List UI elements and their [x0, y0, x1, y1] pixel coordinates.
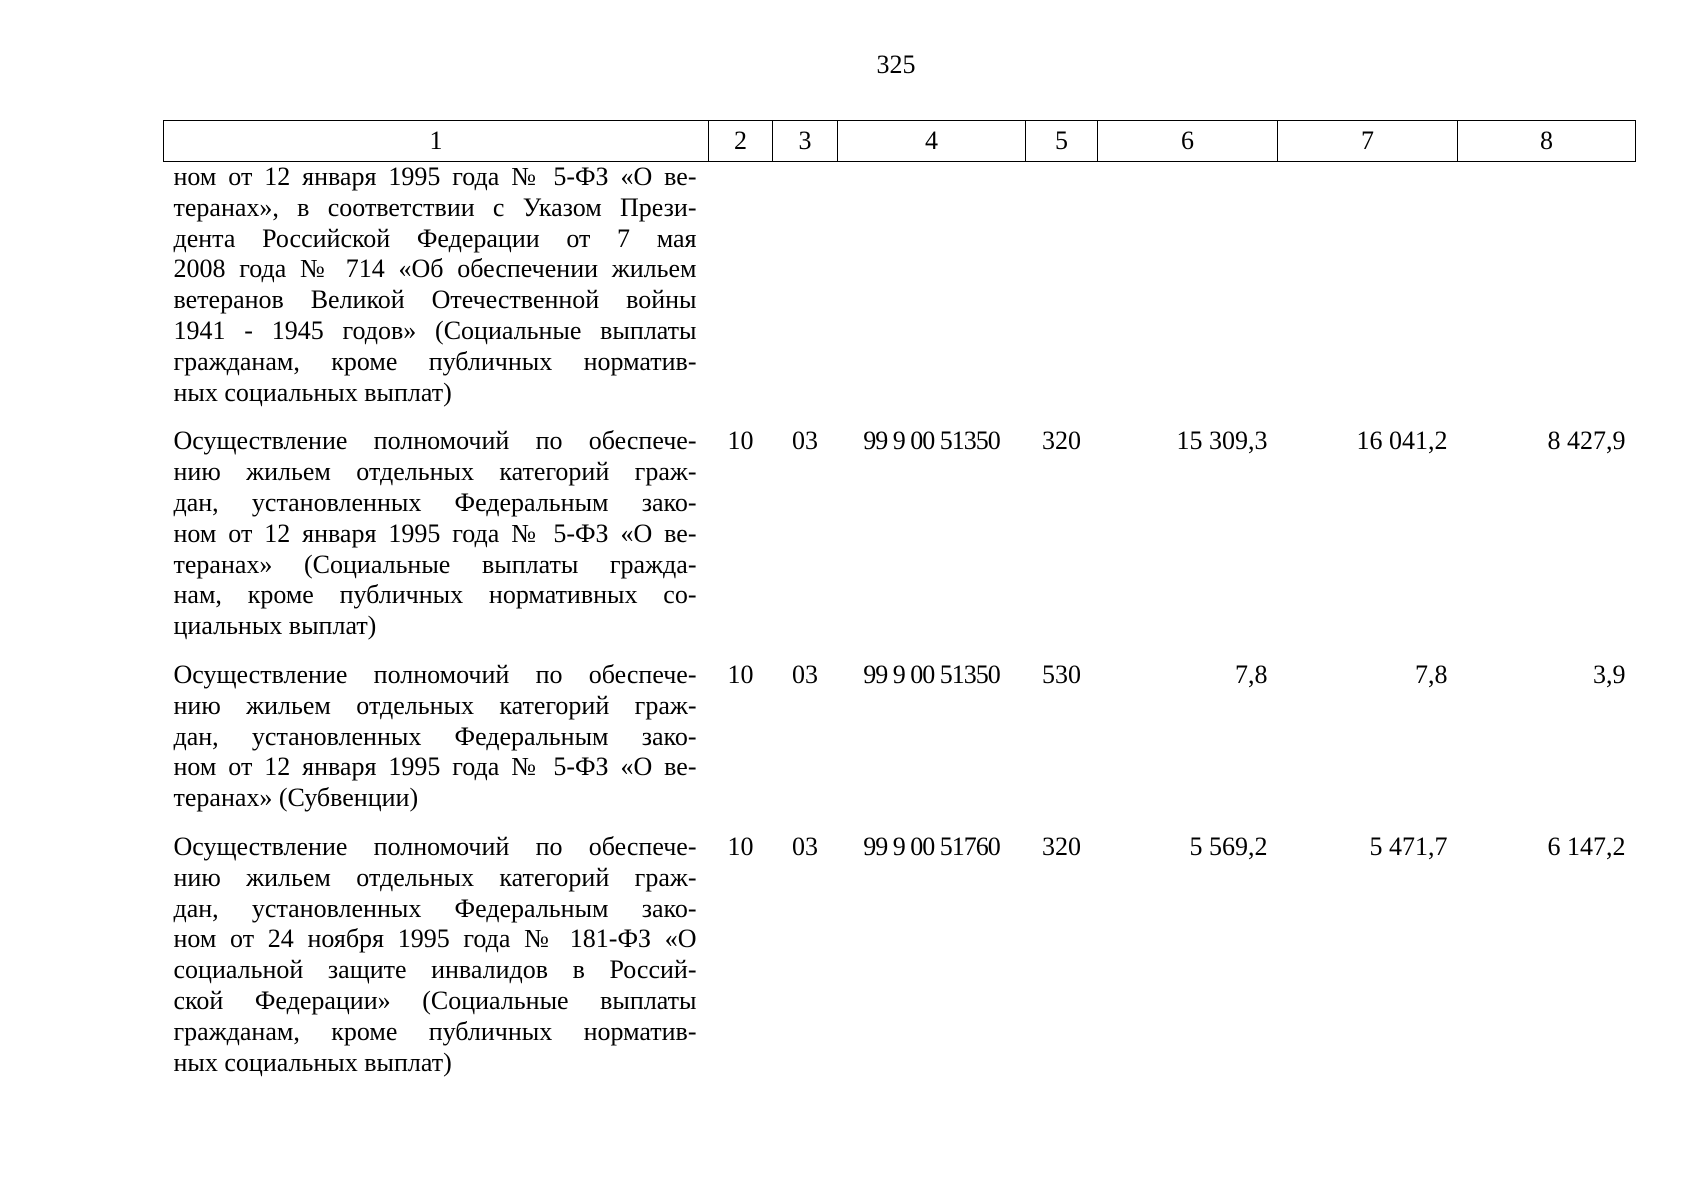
expense-type-code [1026, 162, 1098, 413]
budget-table [163, 120, 1636, 1082]
target-article-code: 99 9 00 51350 [863, 659, 1000, 689]
amount-col-8: 6 147,2 [1547, 831, 1626, 861]
description-line: дан, установленных Федеральным зако- [173, 893, 697, 923]
target-article-code [838, 162, 1026, 413]
column-header-5: 5 [1026, 121, 1098, 162]
row-description [164, 646, 709, 818]
description-line: Осуществление полномочий по обеспече- [173, 831, 697, 861]
description-line: дан, установленных Федеральным зако- [173, 721, 697, 751]
description-line: дан, установленных Федеральным зако- [173, 487, 697, 517]
section-code [709, 162, 773, 413]
description-line: нию жильем отдельных категорий граж- [173, 862, 697, 892]
description-line: нам, кроме публичных нормативных со- [173, 580, 697, 610]
description-line: Осуществление полномочий по обеспече- [173, 426, 697, 456]
expense-type-code: 320 [1042, 426, 1081, 456]
column-header-6: 6 [1098, 121, 1278, 162]
description-line: гражданам, кроме публичных норматив- [173, 1016, 697, 1046]
amount-col-8: 3,9 [1593, 659, 1626, 689]
amount-col-7: 5 471,7 [1369, 831, 1448, 861]
description-line: ской Федерации» (Социальные выплаты [173, 985, 697, 1015]
target-article-code: 99 9 00 51760 [863, 831, 1000, 861]
amount-col-6: 5 569,2 [1189, 831, 1268, 861]
table-row [164, 162, 1636, 413]
description-line: Осуществление полномочий по обеспече- [173, 659, 697, 689]
description-line: ном от 24 ноября 1995 года № 181-ФЗ «О [173, 924, 697, 954]
column-header-7: 7 [1278, 121, 1458, 162]
description-line: теранах» (Субвенции) [173, 783, 419, 813]
amount-col-8 [1458, 162, 1636, 413]
description-line: 1941 - 1945 годов» (Социальные выплаты [173, 315, 697, 345]
description-line: ном от 12 января 1995 года № 5-ФЗ «О ве- [173, 162, 697, 191]
table-body [164, 162, 1636, 1083]
description-line: гражданам, кроме публичных норматив- [173, 346, 697, 376]
section-code: 10 [727, 659, 754, 689]
column-header-2: 2 [709, 121, 773, 162]
table-row [164, 818, 1636, 1082]
description-line: ных социальных выплат) [173, 1047, 452, 1077]
column-header-4: 4 [838, 121, 1026, 162]
description-line: дента Российской Федерации от 7 мая [173, 223, 697, 253]
subsection-code: 03 [792, 426, 818, 456]
description-line: нию жильем отдельных категорий граж- [173, 457, 697, 487]
amount-col-7: 7,8 [1415, 659, 1448, 689]
subsection-code: 03 [792, 659, 818, 689]
description-line: нию жильем отдельных категорий граж- [173, 690, 697, 720]
description-line: ном от 12 января 1995 года № 5-ФЗ «О ве- [173, 518, 697, 548]
row-description [164, 412, 709, 646]
description-line: социальной защите инвалидов в Россий- [173, 955, 697, 985]
row-description [164, 818, 709, 1082]
table-row [164, 646, 1636, 818]
column-header-8: 8 [1458, 121, 1636, 162]
description-line: ных социальных выплат) [173, 377, 452, 407]
expense-type-code: 530 [1042, 659, 1081, 689]
section-code: 10 [727, 831, 754, 861]
page-number: 325 [876, 50, 916, 79]
description-line: ветеранов Великой Отечественной войны [173, 285, 697, 315]
row-description [164, 162, 709, 413]
column-header-1: 1 [164, 121, 709, 162]
description-line: теранах», в соответствии с Указом Прези- [173, 192, 697, 222]
section-code: 10 [727, 426, 754, 456]
column-header-3: 3 [773, 121, 838, 162]
amount-col-6: 15 309,3 [1176, 426, 1268, 456]
table-header-row [164, 121, 1636, 162]
description-line: теранах» (Социальные выплаты гражда- [173, 549, 697, 579]
description-line: циальных выплат) [173, 611, 377, 641]
amount-col-6 [1098, 162, 1278, 413]
description-line: 2008 года № 714 «Об обеспечении жильем [173, 254, 697, 284]
subsection-code: 03 [792, 831, 818, 861]
expense-type-code: 320 [1042, 831, 1081, 861]
amount-col-8: 8 427,9 [1547, 426, 1626, 456]
subsection-code [773, 162, 838, 413]
amount-col-7 [1278, 162, 1458, 413]
amount-col-6: 7,8 [1235, 659, 1268, 689]
table-row [164, 412, 1636, 646]
target-article-code: 99 9 00 51350 [863, 426, 1000, 456]
description-line: ном от 12 января 1995 года № 5-ФЗ «О ве- [173, 752, 697, 782]
amount-col-7: 16 041,2 [1356, 426, 1448, 456]
